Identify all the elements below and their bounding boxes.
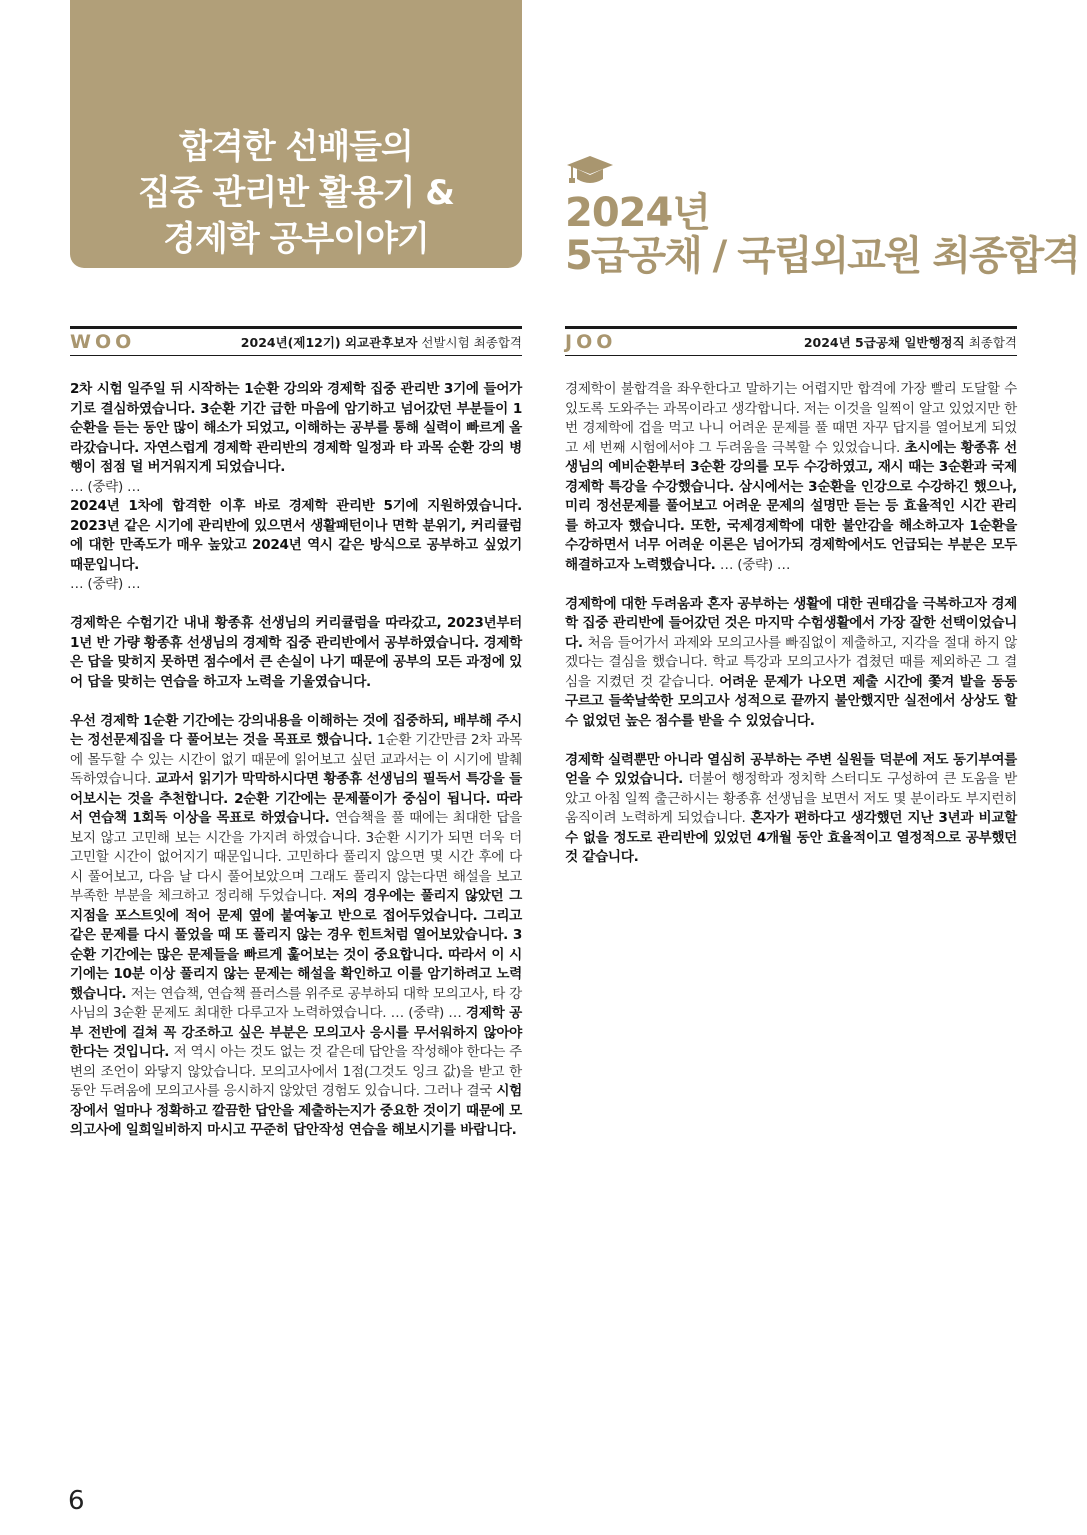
- body-text: … (중략) …: [70, 478, 141, 495]
- title-banner: [70, 0, 522, 268]
- body-paragraph: [70, 575, 522, 595]
- left-author-name: WOO: [70, 331, 136, 353]
- body-paragraph: [70, 712, 522, 1141]
- body-paragraph: [70, 478, 522, 498]
- right-author-name: JOO: [565, 331, 617, 353]
- body-paragraph: [565, 595, 1017, 732]
- left-credential-rest: 선발시험 최종합격: [417, 335, 522, 350]
- right-credential-rest: 최종합격: [964, 335, 1017, 350]
- body-paragraph: [70, 497, 522, 575]
- bold-text: 2차 시험 일주일 뒤 시작하는 1순환 강의와 경제학 집중 관리반 3기에 들어가기로 결심하였습니다. 3순환 기간 급한 마음에 암기하고 넘어갔던 부분들이 1순환을 듣는 동안 많이 해소가 되었고, 이해하는 공부를 통해 실력이 빠르게 올라갔습니다. 자연스럽게 경제학 관리반의 경제학 일정과 타 과목 순환 강의 병행이 점점 덜 버거워지게 되었습니다.: [70, 381, 522, 475]
- right-author-credential: [804, 333, 1017, 351]
- bold-text: 어려운 문제가 나오면 제출 시간에 쫓겨 발을 동동 구르고 들쑥날쑥한 모의고사 성적으로 끝까지 불안했지만 실전에서 상상도 할 수 없었던 높은 점수를 받을 수 있었습니다.: [565, 673, 1017, 729]
- bold-text: 경제학 공부 전반에 걸쳐 꼭 강조하고 싶은 부분은 모의고사 응시를 무서워하지 않아야 한다는 것입니다.: [70, 1005, 522, 1060]
- bold-text: 우선 경제학 1순환 기간에는 강의내용을 이해하는 것에 집중하되, 배부해 주시는 정선문제집을 다 풀어보는 것을 목표로 했습니다.: [70, 712, 522, 748]
- body-text: 더불어 행정학과 정치학 스터디도 구성하여 큰 도움을 받았고 아침 일찍 출근하시는 황종휴 선생님을 보면서 저도 몇 분이라도 부지런히 움직이려 노력하게 되었습니다.: [565, 771, 1017, 826]
- body-text: 경제학이 불합격을 좌우한다고 말하기는 어렵지만 합격에 가장 빨리 도달할 수 있도록 도와주는 과목이라고 생각합니다. 저는 이것을 일찍이 알고 있었지만 한번 경제학에 겁을 먹고 나니 어려운 문제를 풀 때면 자꾸 답지를 열어보게 되었고 세 번째 시험에서야 그 두려움을 극복할 수 있었습니다.: [565, 381, 1017, 456]
- headline-year: 2024년: [565, 190, 710, 236]
- body-paragraph: [565, 380, 1017, 575]
- body-text: 처음 들어가서 과제와 모의고사를 빠짐없이 제출하고, 지각을 절대 하지 않겠다는 결심을 했습니다. 학교 특강과 모의고사가 겹쳤던 때를 제외하곤 그 결심을 지켰던 것 같습니다.: [565, 634, 1017, 690]
- body-text: … (중략) …: [719, 556, 791, 573]
- bold-text: 혼자가 편하다고 생각했던 지난 3년과 비교할 수 없을 정도로 관리반에 있었던 4개월 동안 효율적이고 열정적으로 공부했던 것 같습니다.: [565, 810, 1017, 865]
- banner-title-line-3: 경제학 공부이야기: [163, 219, 429, 259]
- right-column-body: [565, 380, 1017, 887]
- bold-text: 저의 경우에는 풀리지 않았던 그 지점을 포스트잇에 적어 문제 옆에 붙여놓고 반으로 접어두었습니다. 그리고 같은 문제를 다시 풀었을 때 또 풀리지 않는 경우 힌트처럼 열어보았습니다. 3순환 기간에는 많은 문제들을 빠르게 훑어보는 것이 중요합니다. 따라서 이 시기에는 10분 이상 풀리지 않는 문제는 해설을 확인하고 이를 암기하려고 노력했습니다.: [70, 888, 523, 1002]
- body-text: 저는 연습책, 연습책 플러스를 위주로 공부하되 대학 모의고사, 타 강사님의 3순환 문제도 최대한 다루고자 노력하였습니다. … (중략) …: [70, 985, 523, 1021]
- headline-title: 5급공채 / 국립외교원 최종합격: [565, 233, 1079, 279]
- banner-title-line-2: 집중 관리반 활용기 &: [138, 173, 454, 213]
- body-text: 연습책을 풀 때에는 최대한 답을 보지 않고 고민해 보는 시간을 가지려 하였습니다. 3순환 시기가 되면 더욱 더 고민할 시간이 없어지기 때문입니다. 고민하다 풀리지 않으면 몇 시간 후에 다시 풀어보고, 다음 날 다시 풀어보았으며 그래도 풀리지 않는다면 해설을 보고 부족한 부분을 체크하고 정리해 두었습니다.: [70, 810, 522, 904]
- left-author-credential: [241, 333, 522, 351]
- body-paragraph: [70, 380, 522, 478]
- body-paragraph: [70, 614, 522, 692]
- left-credential-bold: 2024년(제12기) 외교관후보자: [240, 335, 418, 350]
- right-column-header: [565, 326, 1017, 356]
- bold-text: 교과서 읽기가 막막하시다면 황종휴 선생님의 필독서 특강을 들어보시는 것을 추천합니다. 2순환 기간에는 문제풀이가 중심이 됩니다. 따라서 연습책 1회독 이상을 목표로 하였습니다.: [70, 771, 522, 826]
- left-column-header: [70, 326, 522, 356]
- bold-text: 2024년 1차에 합격한 이후 바로 경제학 관리반 5기에 지원하였습니다. 2023년 같은 시기에 관리반에 있으면서 생활패턴이나 면학 분위기, 커리큘럼에 대한 만족도가 매우 높았고 2024년 역시 같은 방식으로 공부하고 싶었기 때문입니다.: [70, 498, 522, 573]
- bold-text: 시험장에서 얼마나 정확하고 깔끔한 답안을 제출하는지가 중요한 것이기 때문에 모의고사에 일희일비하지 마시고 꾸준히 답안작성 연습을 해보시기를 바랍니다.: [70, 1083, 522, 1138]
- banner-title-line-1: 합격한 선배들의: [179, 127, 413, 167]
- left-column-body: [70, 380, 522, 1141]
- page-number: 6: [68, 1486, 85, 1516]
- body-text: 1순환 기간만큼 2차 과목에 몰두할 수 있는 시간이 없기 때문에 읽어보고 싶던 교과서는 이 시기에 발췌독하였습니다.: [70, 732, 522, 787]
- body-text: 저 역시 아는 것도 없는 것 같은데 답안을 작성해야 한다는 주변의 조언이 와닿지 않았습니다. 모의고사에서 1점(그것도 잉크 값)을 받고 한동안 두려움에 모의고사를 응시하지 않았던 경험도 있습니다. 그러나 결국: [70, 1044, 522, 1099]
- bold-text: 경제학은 수험기간 내내 황종휴 선생님의 커리큘럼을 따라갔고, 2023년부터 1년 반 가량 황종휴 선생님의 경제학 집중 관리반에서 공부하였습니다. 경제학은 답을 맞히지 못하면 점수에서 큰 손실이 나기 때문에 공부의 모든 과정에 있어 답을 맞히는 연습을 하고자 노력을 기울였습니다.: [70, 615, 522, 690]
- body-paragraph: [565, 751, 1017, 868]
- bold-text: 경제학에 대한 두려움과 혼자 공부하는 생활에 대한 권태감을 극복하고자 경제학 집중 관리반에 들어갔던 것은 마지막 수험생활에서 가장 잘한 선택이었습니다.: [565, 595, 1017, 651]
- bold-text: 경제학 실력뿐만 아니라 열심히 공부하는 주변 실원들 덕분에 저도 동기부여를 얻을 수 있었습니다.: [565, 751, 1017, 787]
- graduation-cap-icon: [565, 154, 615, 188]
- body-text: … (중략) …: [70, 576, 141, 592]
- headline: [565, 192, 1079, 278]
- right-credential-bold: 2024년 5급공채 일반행정직: [803, 335, 965, 350]
- bold-text: 초시에는 황종휴 선생님의 예비순환부터 3순환 강의를 모두 수강하였고, 재시 때는 3순환과 국제경제학 특강을 수강했습니다. 삼시에서는 3순환을 인강으로 수강하긴 했으나, 미리 정선문제를 풀어보고 어려운 문제의 설명만 듣는 등 효율적인 시간 관리를 하고자 했습니다. 또한, 국제경제학에 대한 불안감을 해소하고자 1순환을 수강하면서 너무 어려운 이론은 넘어가되 경제학에서도 언급되는 부분은 모두 해결하고자 노력했습니다.: [565, 439, 1017, 573]
